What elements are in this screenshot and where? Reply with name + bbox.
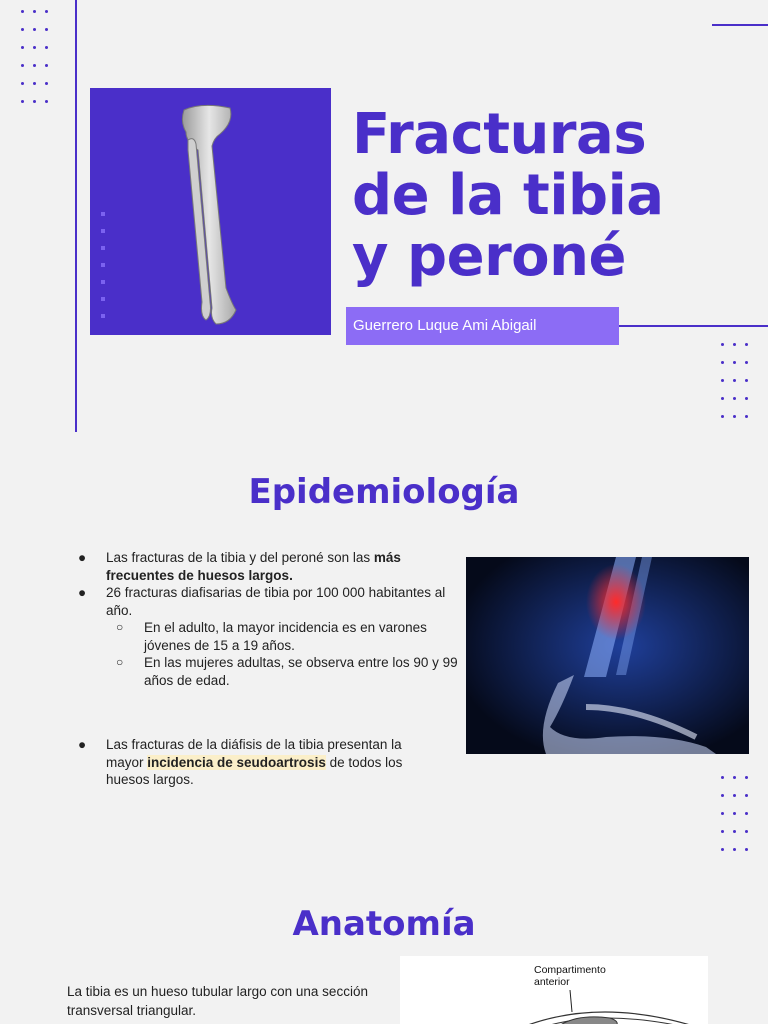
- title-line-2: de la tibia: [352, 163, 664, 228]
- dot-grid-top-left: [21, 10, 48, 103]
- circle-bullet-icon: ○: [116, 655, 124, 669]
- dot-grid-right-lower: [721, 776, 748, 851]
- anatomy-paragraph: La tibia es un hueso tubular largo con una sección transversal triangular.: [67, 984, 368, 1018]
- diagram-label: Compartimento anterior: [534, 964, 606, 988]
- epidemiology-heading: Epidemiología: [248, 472, 520, 512]
- anatomy-heading: Anatomía: [292, 904, 476, 944]
- page-title: [352, 104, 752, 287]
- author-connector-line: [619, 325, 768, 327]
- highlighted-text: incidencia de seudoartrosis: [147, 754, 326, 770]
- sub-list-item: ○ En el adulto, la mayor incidencia es en varones jóvenes de 15 a 19 años.: [116, 620, 427, 653]
- bullet-icon: ●: [78, 737, 87, 752]
- epidemiology-list-2: [78, 736, 428, 789]
- list-item: ● 26 fracturas diafisarias de tibia por 100 000 habitantes al año.: [78, 585, 446, 618]
- dot-grid-right-upper: [721, 343, 748, 418]
- ankle-xray-image: [466, 557, 749, 754]
- bullet-icon: ●: [78, 585, 87, 600]
- tibia-fibula-bone-illustration: [90, 88, 331, 335]
- vertical-divider-line: [75, 0, 77, 432]
- circle-bullet-icon: ○: [116, 620, 124, 634]
- title-line-3: y peroné: [352, 224, 627, 289]
- bullet-icon: ●: [78, 550, 87, 565]
- list-item: ● Las fracturas de la diáfisis de la tibia presentan la mayor incidencia de seudoartrosis de todos los huesos largos.: [78, 737, 403, 787]
- sub-list-item: ○ En las mujeres adultas, se observa entre los 90 y 99 años de edad.: [116, 655, 458, 688]
- top-right-line: [712, 24, 768, 26]
- tibia-cross-section-diagram: [400, 956, 708, 1024]
- title-line-1: Fracturas: [352, 102, 647, 167]
- author-banner: Guerrero Luque Ami Abigail: [346, 307, 619, 345]
- bone-image-panel: [90, 88, 331, 335]
- list-item: ● Las fracturas de la tibia y del peroné son las más frecuentes de huesos largos.: [78, 550, 401, 583]
- epidemiology-list: [78, 549, 463, 689]
